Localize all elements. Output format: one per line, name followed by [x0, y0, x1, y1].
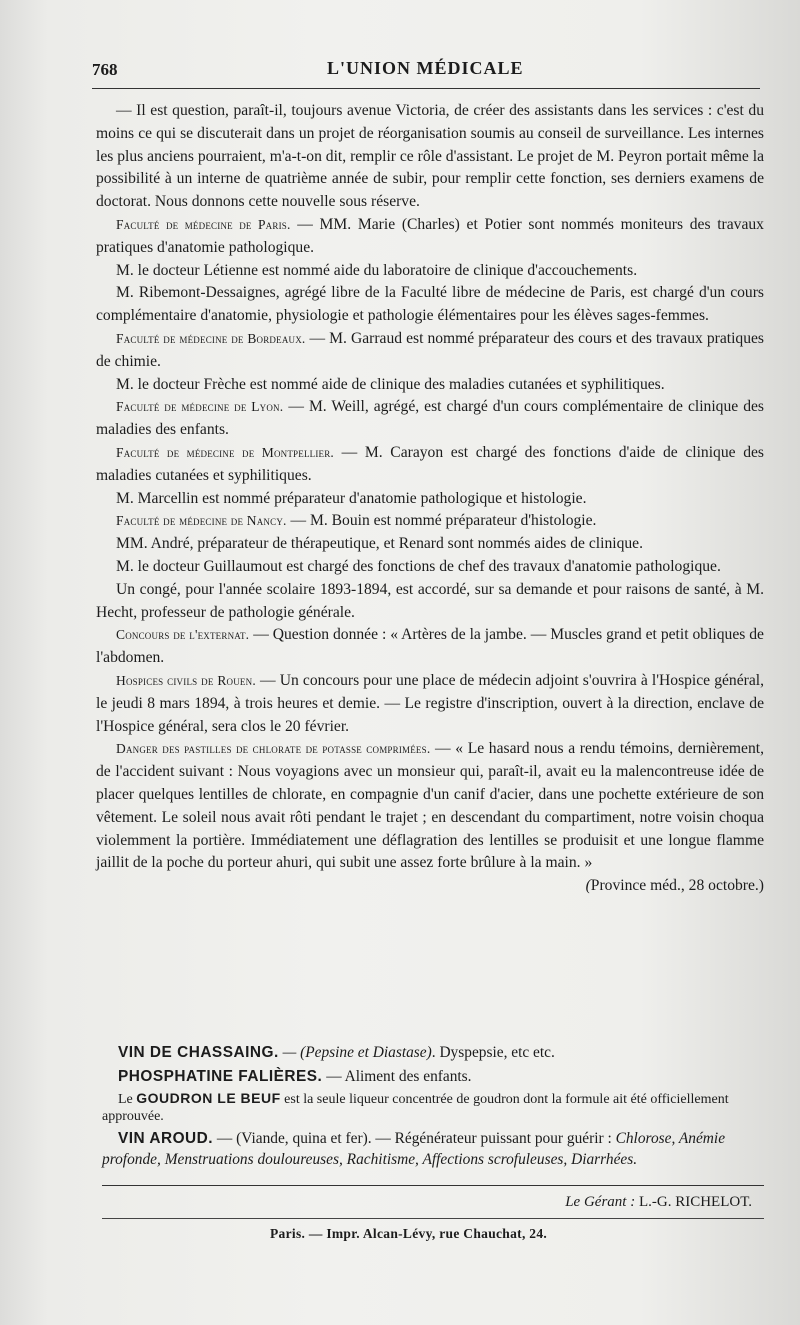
section-lead: Faculté de médecine de Paris. [116, 216, 291, 232]
citation: (Province méd., 28 octobre.) [585, 877, 764, 895]
section-lead: Danger des pastilles de chlorate de potasse comprimées. [116, 741, 431, 757]
paragraph: Faculté de médecine de Montpellier. — M. Carayon est chargé des fonctions d'aide de clinique des maladies cutanées et syphilitiques. [96, 443, 764, 484]
paragraph: M. le docteur Guillaumout est chargé des fonctions de chef des travaux d'anatomie pathologique. [116, 557, 721, 575]
paragraph: Faculté de médecine de Lyon. — M. Weill, agrégé, est chargé d'un cours complémentaire de clinique des maladies des enfants. [96, 398, 764, 439]
paragraph: — Il est question, paraît-il, toujours avenue Victoria, de créer des assistants dans les services : c'est du moins ce qui se discuterait dans un projet de réorganisation soumis au conseil de surveillance. Les internes les plus anciens pourraient, m'a-t-on dit, remplir ce rôle d'assistant. Le projet de M. Peyron portait même la possibilité à un interne de quatrième année de subir, pour remplir cette fonction, ses derniers examens de doctorat. Nous donnons cette nouvelle sous réserve. [96, 102, 764, 211]
section-lead: Faculté de médecine de Lyon. [116, 399, 284, 415]
advertisements [102, 1042, 764, 1173]
ad-product-name: GOUDRON LE BEUF [136, 1090, 281, 1106]
paragraph: Un congé, pour l'année scolaire 1893-1894, est accordé, sur sa demande et pour raisons de santé, à M. Hecht, professeur de pathologie générale. [96, 580, 764, 621]
section-lead: Hospices civils de Rouen. [116, 672, 256, 688]
paragraph: M. le docteur Frèche est nommé aide de clinique des maladies cutanées et syphilitiques. [116, 375, 665, 393]
paragraph: Faculté de médecine de Paris. — MM. Marie (Charles) et Potier sont nommés moniteurs des travaux pratiques d'anatomie pathologique. [96, 215, 764, 256]
ad-product-name: VIN AROUD. [118, 1130, 214, 1147]
paragraph: M. Ribemont-Dessaignes, agrégé libre de la Faculté libre de médecine de Paris, est chargé d'un cours complémentaire d'anatomie, physiologie et pathologie élémentaires pour les élèves sages-femmes. [96, 284, 764, 325]
paragraph: Faculté de médecine de Nancy. — M. Bouin est nommé préparateur d'histologie. [116, 512, 597, 530]
section-lead: Concours de l'externat. [116, 627, 250, 643]
journal-title: L'UNION MÉDICALE [327, 58, 524, 78]
ad-item: PHOSPHATINE FALIÈRES. — Aliment des enfants. [118, 1068, 472, 1085]
section-lead: Faculté de médecine de Montpellier. [116, 444, 335, 460]
section-lead: Faculté de médecine de Bordeaux. [116, 330, 306, 346]
ad-item: VIN DE CHASSAING. — (Pepsine et Diastase). Dyspepsie, etc etc. [118, 1044, 555, 1061]
section-lead: Faculté de médecine de Nancy. [116, 513, 287, 529]
ad-item: Le GOUDRON LE BEUF est la seule liqueur concentrée de goudron dont la formule ait été officiellement approuvée. [102, 1090, 729, 1124]
footer-rule-lower [102, 1218, 764, 1219]
page-header [92, 52, 762, 86]
ad-item: VIN AROUD. — (Viande, quina et fer). — Régénérateur puissant pour guérir : Chlorose, Anémie profonde, Menstruations douloureuses, Rachitisme, Affections scrofuleuses, Diarrhées. [102, 1130, 726, 1168]
paragraph: MM. André, préparateur de thérapeutique, et Renard sont nommés aides de clinique. [116, 535, 643, 553]
paragraph: Concours de l'externat. — Question donnée : « Artères de la jambe. — Muscles grand et petit obliques de l'abdomen. [96, 626, 764, 667]
printer-imprint: Paris. — Impr. Alcan-Lévy, rue Chauchat, 24. [270, 1226, 548, 1241]
header-rule [92, 88, 760, 89]
paragraph: Hospices civils de Rouen. — Un concours pour une place de médecin adjoint s'ouvrira à l'Hospice général, le jeudi 8 mars 1894, à trois heures et demie. — Le registre d'inscription, ouvert à la direction, enclave de l'Hospice général, sera clos le 20 février. [96, 671, 764, 735]
page-number: 768 [92, 60, 118, 79]
paragraph: M. le docteur Létienne est nommé aide du laboratoire de clinique d'accouchements. [116, 261, 638, 279]
paragraph: Faculté de médecine de Bordeaux. — M. Garraud est nommé préparateur des cours et des travaux pratiques de chimie. [96, 329, 764, 370]
gerant-signature: Le Gérant : L.-G. RICHELOT. [565, 1194, 752, 1210]
ad-product-name: VIN DE CHASSAING. [118, 1044, 279, 1061]
paragraph: M. Marcellin est nommé préparateur d'anatomie pathologique et histologie. [116, 489, 587, 507]
footer-rule [102, 1185, 764, 1186]
article-body [96, 100, 764, 898]
ad-product-name: PHOSPHATINE FALIÈRES. [118, 1068, 323, 1085]
paragraph: Danger des pastilles de chlorate de potasse comprimées. — « Le hasard nous a rendu témoins, dernièrement, de l'accident suivant : Nous voyagions avec un monsieur qui, paraît-il, avait eu la malencontreuse idée de placer quelques lentilles de chlorate, en compagnie d'un canif d'acier, dans une pochette extérieure de son vêtement. Le soleil nous avait rôti pendant le trajet ; en descendant du compartiment, notre voisin choqua violemment la portière. Immédiatement une déflagration des lentilles se produisit et une longue flamme jaillit de la poche du porteur ahuri, qui subit une assez forte brûlure à la main. » (Province méd., 28 octobre.) [96, 738, 764, 875]
